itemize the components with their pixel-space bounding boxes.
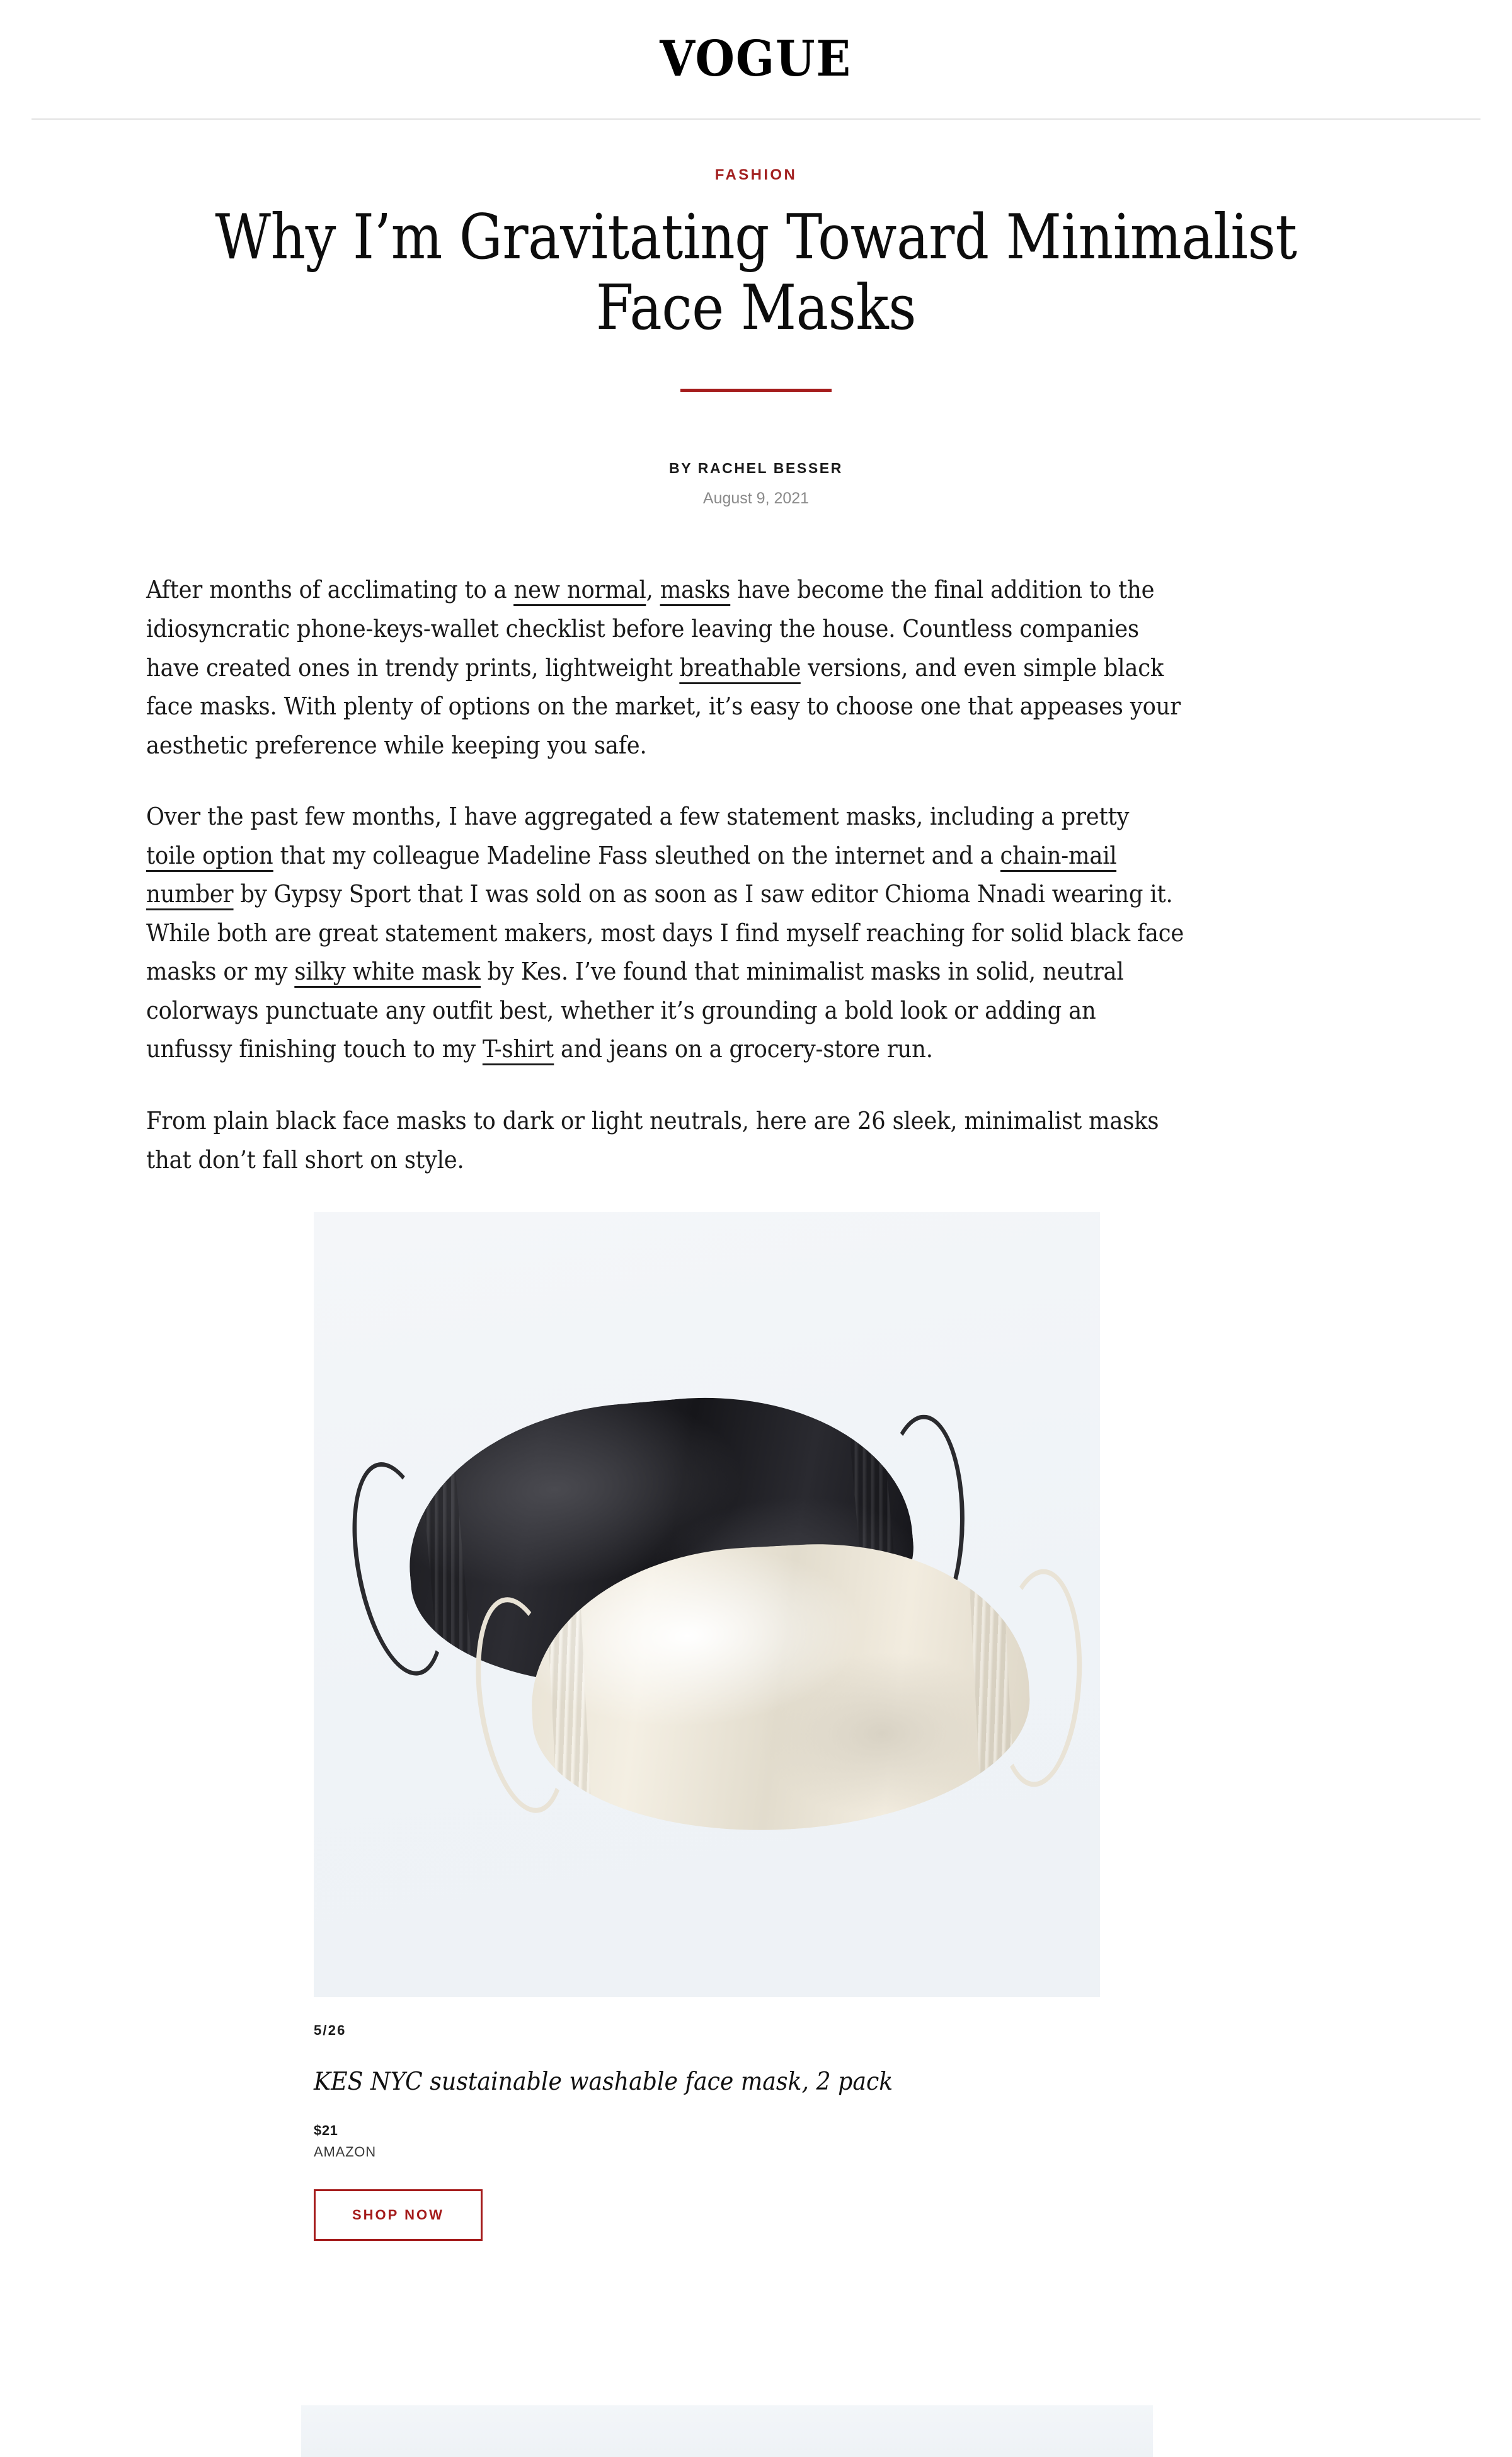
cream-mask-body [524,1533,1036,1843]
vogue-logo[interactable]: VOGUE [660,30,852,88]
cream-face-mask-graphic [524,1533,1036,1843]
inline-link[interactable]: masks [660,576,730,606]
slide-counter: 5/26 [314,2022,346,2039]
inline-link[interactable]: chain-mail number [146,842,1117,911]
product-name: KES NYC sustainable washable face mask, 2 pack [314,2068,893,2097]
site-masthead [0,0,1512,118]
inline-link[interactable]: breathable [680,654,801,684]
article-header [0,120,1512,508]
next-product-image-peek[interactable] [301,2405,1153,2457]
inline-link[interactable]: silky white mask [294,958,480,988]
paragraph: After months of acclimating to a new normal, masks have become the final addition to the idiosyncratic phone-keys-wallet checklist before leaving the house. Countless companies have created ones in trendy prints, lightweight breathable versions, and even simple black face masks. With plenty of options on the market, it’s easy to choose one that appeases your aesthetic preference while keeping you safe. [146,576,1181,759]
accent-rule [680,389,832,392]
inline-link[interactable]: T-shirt [483,1035,554,1065]
inline-link[interactable]: new normal [514,576,646,606]
rubric-fashion[interactable]: FASHION [714,166,798,183]
publish-date: August 9, 2021 [702,490,810,508]
product-image[interactable] [314,1212,1100,1997]
product-retailer: AMAZON [314,2144,376,2160]
byline[interactable]: BY RACHEL BESSER [669,460,843,477]
paragraph: From plain black face masks to dark or light neutrals, here are 26 sleek, minimalist masks that don’t fall short on style. [146,1107,1159,1174]
inline-link[interactable]: toile option [146,842,273,872]
product-price: $21 [314,2122,338,2139]
shop-now-button[interactable]: SHOP NOW [314,2189,483,2241]
article-body [146,508,1263,1179]
paragraph: Over the past few months, I have aggregated a few statement masks, including a pretty toile option that my colleague Madeline Fass sleuthed on the internet and a chain-mail number by Gypsy Sport that I was sold on as soon as I saw editor Chioma Nnadi wearing it. While both are great statement makers, most days I find myself reaching for solid black face masks or my silky white mask by Kes. I’ve found that minimalist masks in solid, neutral colorways punctuate any outfit best, whether it’s grounding a bold look or adding an unfussy finishing touch to my T-shirt and jeans on a grocery-store run. [146,798,1184,1069]
page-title: Why I’m Gravitating Toward Minimalist Face Masks [215,202,1297,344]
ruche-right [968,1551,1016,1802]
product-slide [314,1212,1100,2241]
